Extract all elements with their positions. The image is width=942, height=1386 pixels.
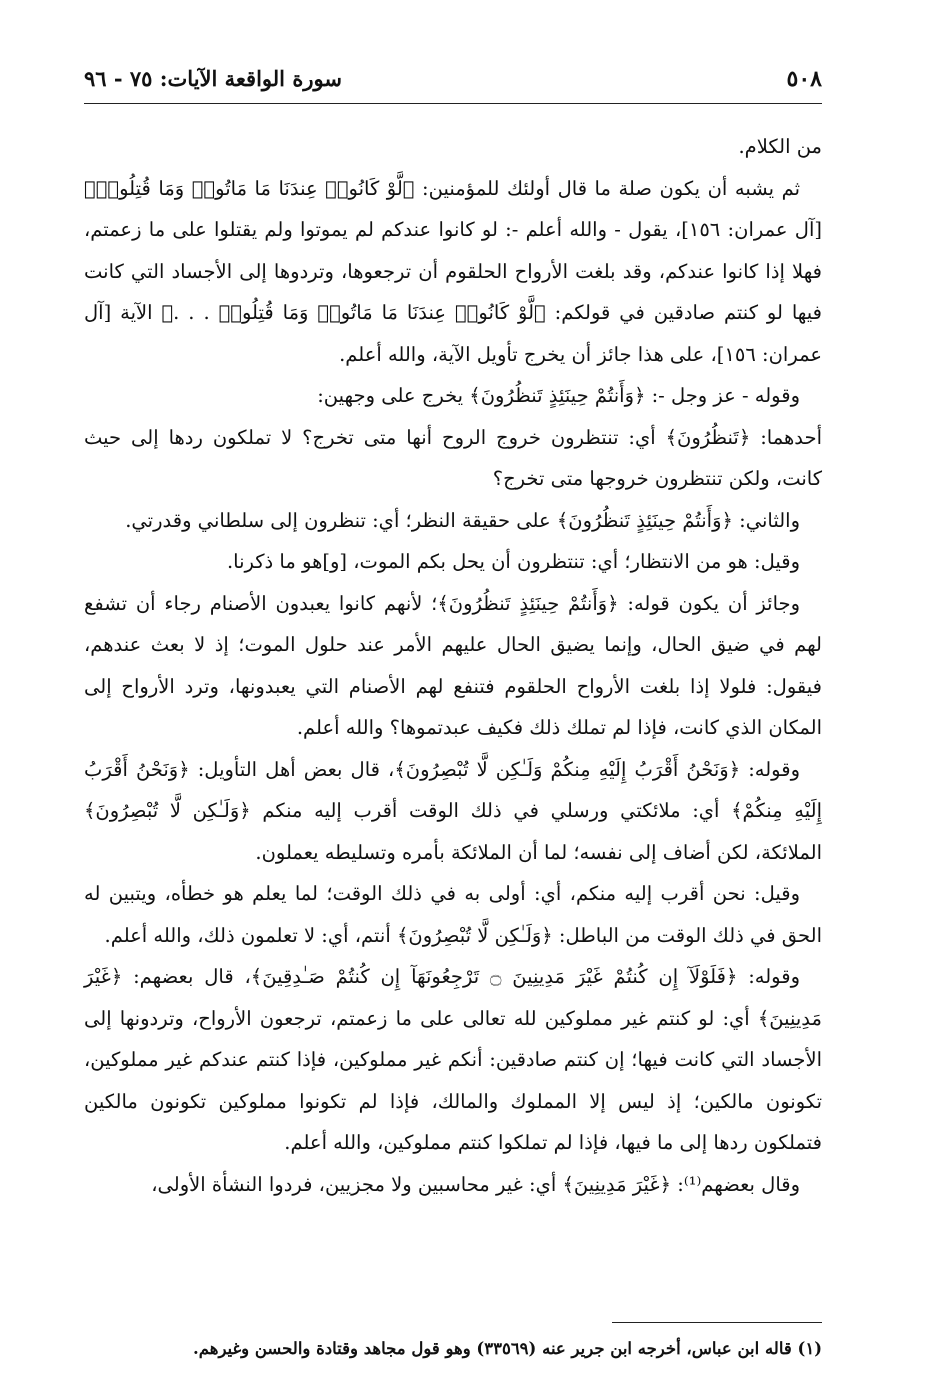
- book-page: [84, 60, 822, 1358]
- paragraph: وقيل: نحن أقرب إليه منكم، أي: أولى به في ذلك الوقت؛ لما يعلم هو خطأه، ويتبين له الحق في ذلك الوقت من الباطل: ﴿وَلَـٰكِن لَّا تُبْصِرُونَ﴾ أنتم، أي: لا تعلمون ذلك، والله أعلم.: [84, 882, 822, 947]
- page-header: [84, 60, 822, 98]
- paragraph: وقوله: ﴿وَنَحْنُ أَقْرَبُ إِلَيْهِ مِنكُمْ وَلَـٰكِن لَّا تُبْصِرُونَ﴾، قال بعض أهل التأويل: ﴿وَنَحْنُ أَقْرَبُ إِلَيْهِ مِنكُمْ﴾ أي: ملائكتي ورسلي في ذلك الوقت أقرب إليه منكم ﴿وَلَـٰكِن لَّا تُبْصِرُونَ﴾ الملائكة، لكن أضاف إلى نفسه؛ لما أن الملائكة بأمره وتسليطه يعملون.: [84, 757, 822, 864]
- paragraph: وقيل: هو من الانتظار؛ أي: تنتظرون أن يحل بكم الموت، [و]هو ما ذكرنا.: [226, 550, 800, 573]
- header-rule: [84, 103, 822, 104]
- paragraph: وقال بعضهم⁽¹⁾: ﴿غَيْرَ مَدِينِينَ﴾ أي: غير محاسبين ولا مجزيين، فردوا النشأة الأولى،: [151, 1172, 800, 1196]
- page-number: ٥٠٨: [786, 66, 822, 92]
- footnote-rule: [612, 1322, 822, 1323]
- paragraph: وجائز أن يكون قوله: ﴿وَأَنتُمْ حِينَئِذٍ تَنظُرُونَ﴾؛ لأنهم كانوا يعبدون الأصنام رجاء أن تشفع لهم في ضيق الحال، وإنما يضيق الحال عليهم الأمر عند حلول الموت؛ إذ لا بعث عندهم، فيقول: فلولا إذا بلغت الأرواح الحلقوم فتنفع لهم الأصنام التي يعبدونها، وترد الأرواح إلى المكان الذي كانت، فإذا لم تملك ذلك فكيف عبدتموها؟ والله أعلم.: [84, 591, 822, 739]
- paragraph: ثم يشبه أن يكون صلة ما قال أولئك للمؤمنين: ﴿لَّوْ كَانُوا۟ عِندَنَا مَا مَاتُوا۟ وَمَا قُتِلُوا۟﴾ [آل عمران: ١٥٦]، يقول - والله أعلم -: لو كانوا عندكم لم يموتوا ولم يقتلوا على ما زعمتم، فهلا إذا كانوا عندكم، وقد بلغت الأرواح الحلقوم أن ترجعوها، وتردوها إلى الأجساد التي كانت فيها لو كنتم صادقين في قولكم: ﴿لَّوْ كَانُوا۟ عِندَنَا مَا مَاتُوا۟ وَمَا قُتِلُوا۟ . . .﴾ الآية [آل عمران: ١٥٦]، على هذا جائز أن يخرج تأويل الآية، والله أعلم.: [84, 176, 822, 366]
- body-text: [84, 126, 822, 1205]
- paragraph: وقوله: ﴿فَلَوْلَآ إِن كُنتُمْ غَيْرَ مَدِينِينَ ۝ تَرْجِعُونَهَآ إِن كُنتُمْ صَـٰدِقِينَ﴾، قال بعضهم: ﴿غَيْرَ مَدِينِينَ﴾ أي: لو كنتم غير مملوكين لله تعالى على ما زعمتم، ترجعون الأرواح، وتردونها إلى الأجساد التي كانت فيها؛ إن كنتم صادقين: أنكم غير مملوكين، فإذا كنتم عندكم غير مملوكين، تكونون مالكين؛ إذ ليس إلا المملوك والمالك، فإذا لم تكونوا مملوكين تكونون مالكين فتملكون ردها إلى ما فيها، فإذا لم تملكوا كنتم مملوكين، والله أعلم.: [84, 965, 822, 1154]
- paragraph: أحدهما: ﴿تَنظُرُونَ﴾ أي: تنتظرون خروج الروح أنها متى تخرج؟ لا تملكون ردها إلى حيث كانت، ولكن تنتظرون خروجها متى تخرج؟: [84, 425, 822, 490]
- running-title: سورة الواقعة الآيات: ٧٥ - ٩٦: [84, 66, 342, 91]
- paragraph: وقوله - عز وجل -: ﴿وَأَنتُمْ حِينَئِذٍ تَنظُرُونَ﴾ يخرج على وجهين:: [317, 384, 800, 407]
- paragraph: والثاني: ﴿وَأَنتُمْ حِينَئِذٍ تَنظُرُونَ﴾ على حقيقة النظر؛ أي: تنظرون إلى سلطاني وقدرتي.: [125, 508, 800, 532]
- footnote: (١) قاله ابن عباس، أخرجه ابن جرير عنه (٣٣٥٦٩) وهو قول مجاهد وقتادة والحسن وغيرهم.: [193, 1339, 822, 1358]
- paragraph: من الكلام.: [738, 135, 822, 158]
